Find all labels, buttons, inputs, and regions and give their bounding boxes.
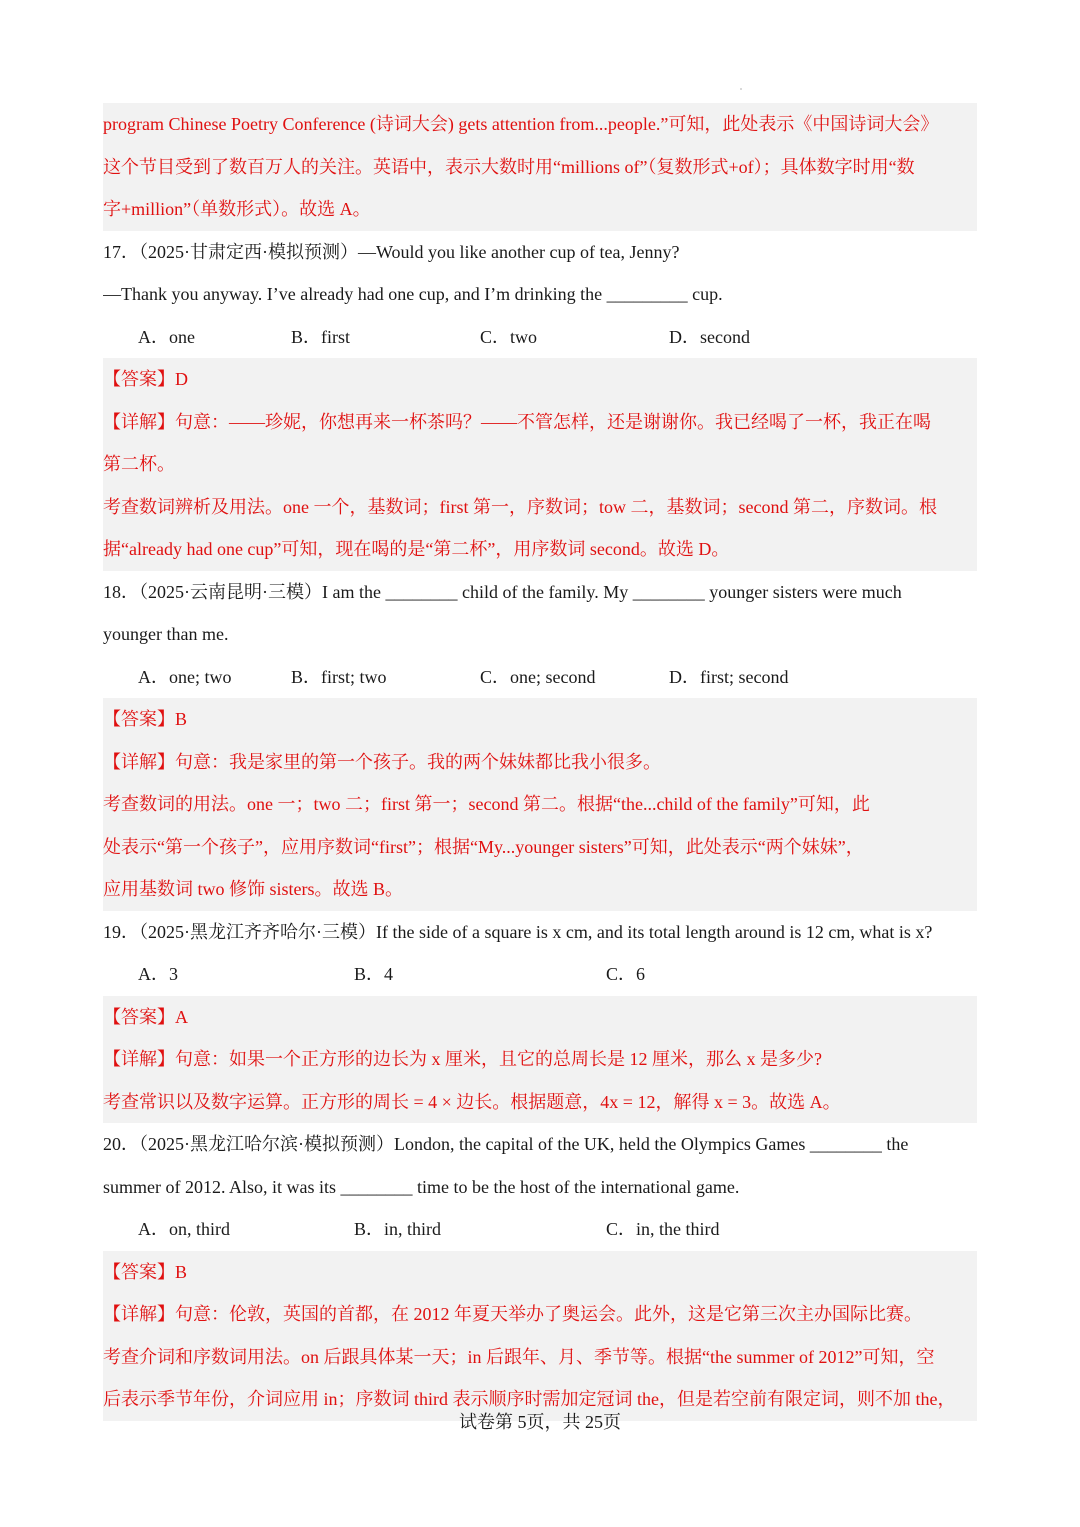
question-stem: summer of 2012. Also, it was its ________ time to be the host of the international game. [103,1176,740,1197]
explanation-line: 考查介词和序数词用法。on 后跟具体某一天；in 后跟年、月、季节等。根据“the summer of 2012”可知，空 [103,1346,935,1367]
question-stem: 19．（2025·黑龙江齐齐哈尔·三模）If the side of a square is x cm, and its total length around is 12 cm, what is x? [103,921,933,942]
answer-block [103,358,977,571]
explanation-line: 【详解】句意：我是家里的第一个孩子。我的两个妹妹都比我小很多。 [103,751,661,772]
question-stem: 18．（2025·云南昆明·三模）I am the ________ child of the family. My ________ younger sisters were much [103,581,902,602]
option-d: D．second [669,326,750,347]
explanation-line: 处表示“第一个孩子”，应用序数词“first”；根据“My...younger sisters”可知，此处表示“两个妹妹”， [103,836,864,857]
answer-block [103,1251,977,1421]
options-row [103,1208,977,1251]
option-b: B．first; two [291,666,387,687]
option-b: B．4 [354,964,394,984]
explanation-line: program Chinese Poetry Conference (诗词大会) gets attention from...people.”可知，此处表示《中国诗词大会》 [103,114,939,134]
answer-block [103,996,977,1124]
question-19 [103,911,977,1124]
explanation-line: 据“already had one cup”可知，现在喝的是“第二杯”，用序数词 second。故选 D。 [103,539,730,559]
option-a: A．one [138,326,195,347]
answer-label: 【答案】B [103,1261,188,1282]
option-c: C．in, the third [606,1219,720,1239]
answer-label: 【答案】A [103,1006,188,1027]
explanation-line: 考查数词辨析及用法。one 一个，基数词；first 第一，序数词；tow 二，基数词；second 第二，序数词。根 [103,496,937,517]
question-stem: 17．（2025·甘肃定西·模拟预测）—Would you like another cup of tea, Jenny? [103,241,680,262]
explanation-line: 【详解】句意：如果一个正方形的边长为 x 厘米，且它的总周长是 12 厘米，那么 x 是多少? [103,1049,822,1069]
option-c: C．6 [606,964,646,984]
question-17 [103,231,977,571]
answer-block [103,698,977,911]
question-20 [103,1123,977,1421]
explanation-line: 后表示季节年份，介词应用 in；序数词 third 表示顺序时需加定冠词 the，但是若空前有限定词，则不加 the， [103,1389,956,1409]
options-row [103,953,977,996]
explanation-line: 考查常识以及数字运算。正方形的周长 = 4 × 边长。根据题意，4x = 12，解得 x = 3。故选 A。 [103,1091,841,1112]
explanation-line: 这个节目受到了数百万人的关注。英语中，表示大数时用“millions of”（复数形式+of）；具体数字时用“数 [103,156,915,177]
option-c: C．two [480,326,538,347]
question-stem: 20．（2025·黑龙江哈尔滨·模拟预测）London, the capital of the UK, held the Olympics Games ________ the [103,1134,909,1154]
option-a: A．on, third [138,1219,230,1239]
question-stem: younger than me. [103,624,229,644]
explanation-line: 【详解】句意：——珍妮，你想再来一杯茶吗？——不管怎样，还是谢谢你。我已经喝了一杯，我正在喝 [103,411,931,432]
option-d: D．first; second [669,666,789,687]
explanation-line: 【详解】句意：伦敦，英国的首都，在 2012 年夏天举办了奥运会。此外，这是它第三次主办国际比赛。 [103,1304,922,1324]
option-a: A．one; two [138,666,232,687]
scan-speck [740,88,742,90]
carryover-explanation [103,103,977,231]
exam-page [103,103,977,1421]
explanation-line: 考查数词的用法。one 一；two 二；first 第一；second 第二。根据“the...child of the family”可知，此 [103,794,870,814]
explanation-line: 第二杯。 [103,454,175,474]
question-stem: —Thank you anyway. I’ve already had one cup, and I’m drinking the _________ cup. [103,284,723,304]
question-18 [103,571,977,911]
option-a: A．3 [138,964,178,984]
explanation-line: 应用基数词 two 修饰 sisters。故选 B。 [103,879,404,899]
option-c: C．one; second [480,666,596,687]
answer-label: 【答案】B [103,709,188,729]
options-row [103,656,977,699]
explanation-line: 字+million”（单数形式）。故选 A。 [103,199,371,219]
option-b: B．in, third [354,1219,442,1239]
answer-label: 【答案】D [103,369,188,389]
page-footer: 试卷第 5页，共 25页 [459,1412,621,1432]
option-b: B．first [291,326,351,347]
options-row [103,316,977,359]
